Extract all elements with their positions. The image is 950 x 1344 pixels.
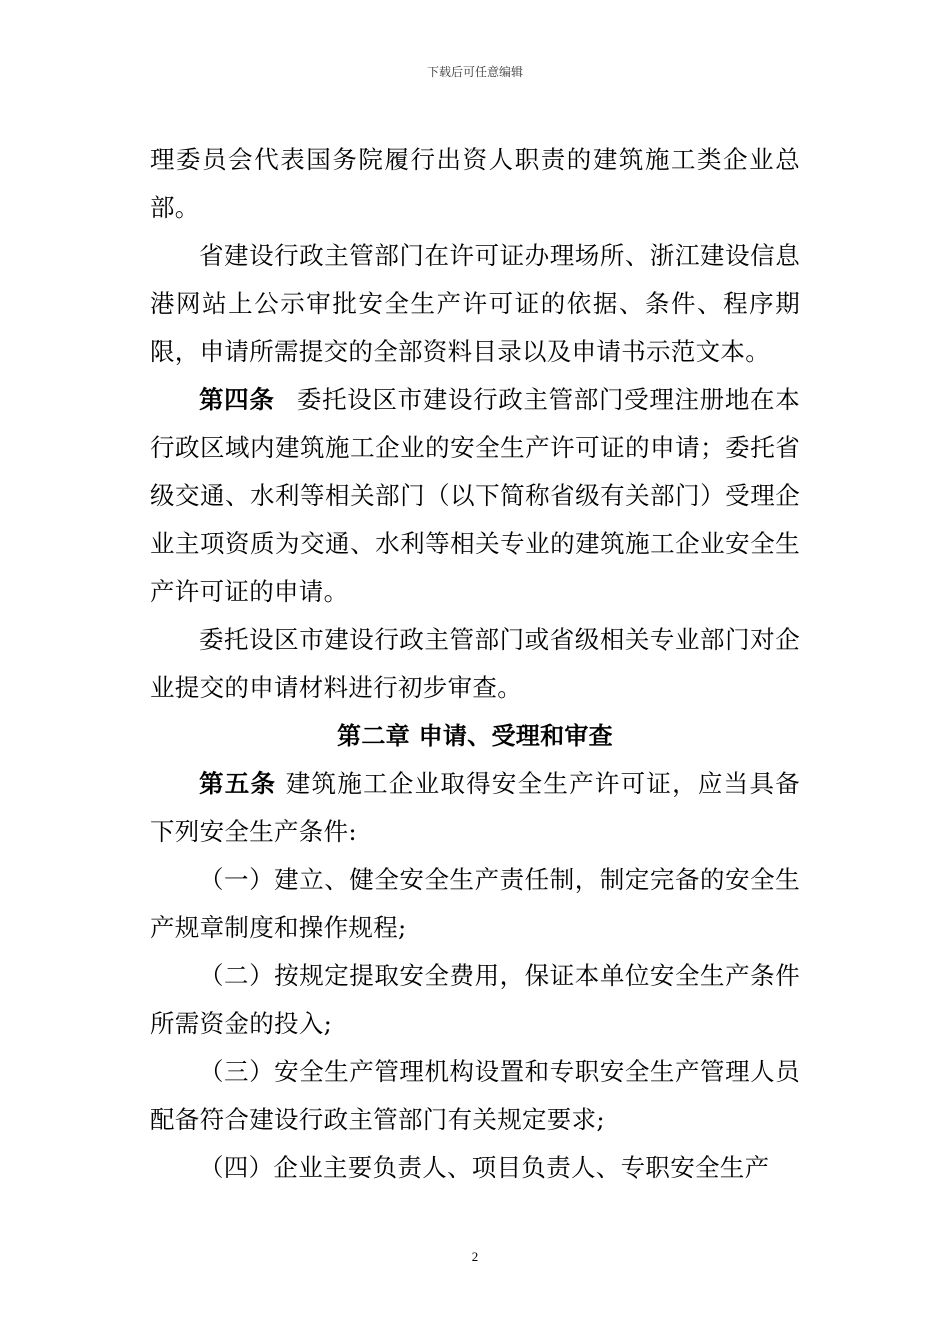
list-item-2: （二）按规定提取安全费用，保证本单位安全生产条件所需资金的投入;	[150, 961, 800, 1038]
paragraph-publicity: 省建设行政主管部门在许可证办理场所、浙江建设信息港网站上公示审批安全生产许可证的依据、条件、程序期限，申请所需提交的全部资料目录以及申请书示范文本。	[150, 241, 800, 366]
page-number: 2	[471, 1249, 479, 1264]
document-body	[150, 136, 800, 1192]
article-4-text: 委托设区市建设行政主管部门受理注册地在本行政区域内建筑施工企业的安全生产许可证的申请；委托省级交通、水利等相关部门（以下简称省级有关部门）受理企业主项资质为交通、水利等相关专业的建筑施工企业安全生产许可证的申请。	[150, 385, 800, 606]
list-item-4: （四）企业主要负责人、项目负责人、专职安全生产	[199, 1153, 770, 1182]
header-note: 下载后可任意编辑	[426, 65, 523, 79]
paragraph-preliminary-review: 委托设区市建设行政主管部门或省级相关专业部门对企业提交的申请材料进行初步审查。	[150, 625, 800, 702]
article-4-label: 第四条	[199, 385, 275, 414]
list-item-1: （一）建立、健全安全生产责任制，制定完备的安全生产规章制度和操作规程;	[150, 865, 800, 942]
list-item-3: （三）安全生产管理机构设置和专职安全生产管理人员配备符合建设行政主管部门有关规定要求;	[150, 1057, 800, 1134]
article-5-label: 第五条	[199, 769, 277, 798]
article-4	[150, 376, 800, 616]
paragraph-continuation: 理委员会代表国务院履行出资人职责的建筑施工类企业总部。	[150, 145, 800, 222]
article-5	[150, 760, 800, 856]
article-5-text: 建筑施工企业取得安全生产许可证，应当具备下列安全生产条件:	[150, 769, 800, 846]
chapter-title: 第二章 申请、受理和审查	[337, 722, 613, 750]
